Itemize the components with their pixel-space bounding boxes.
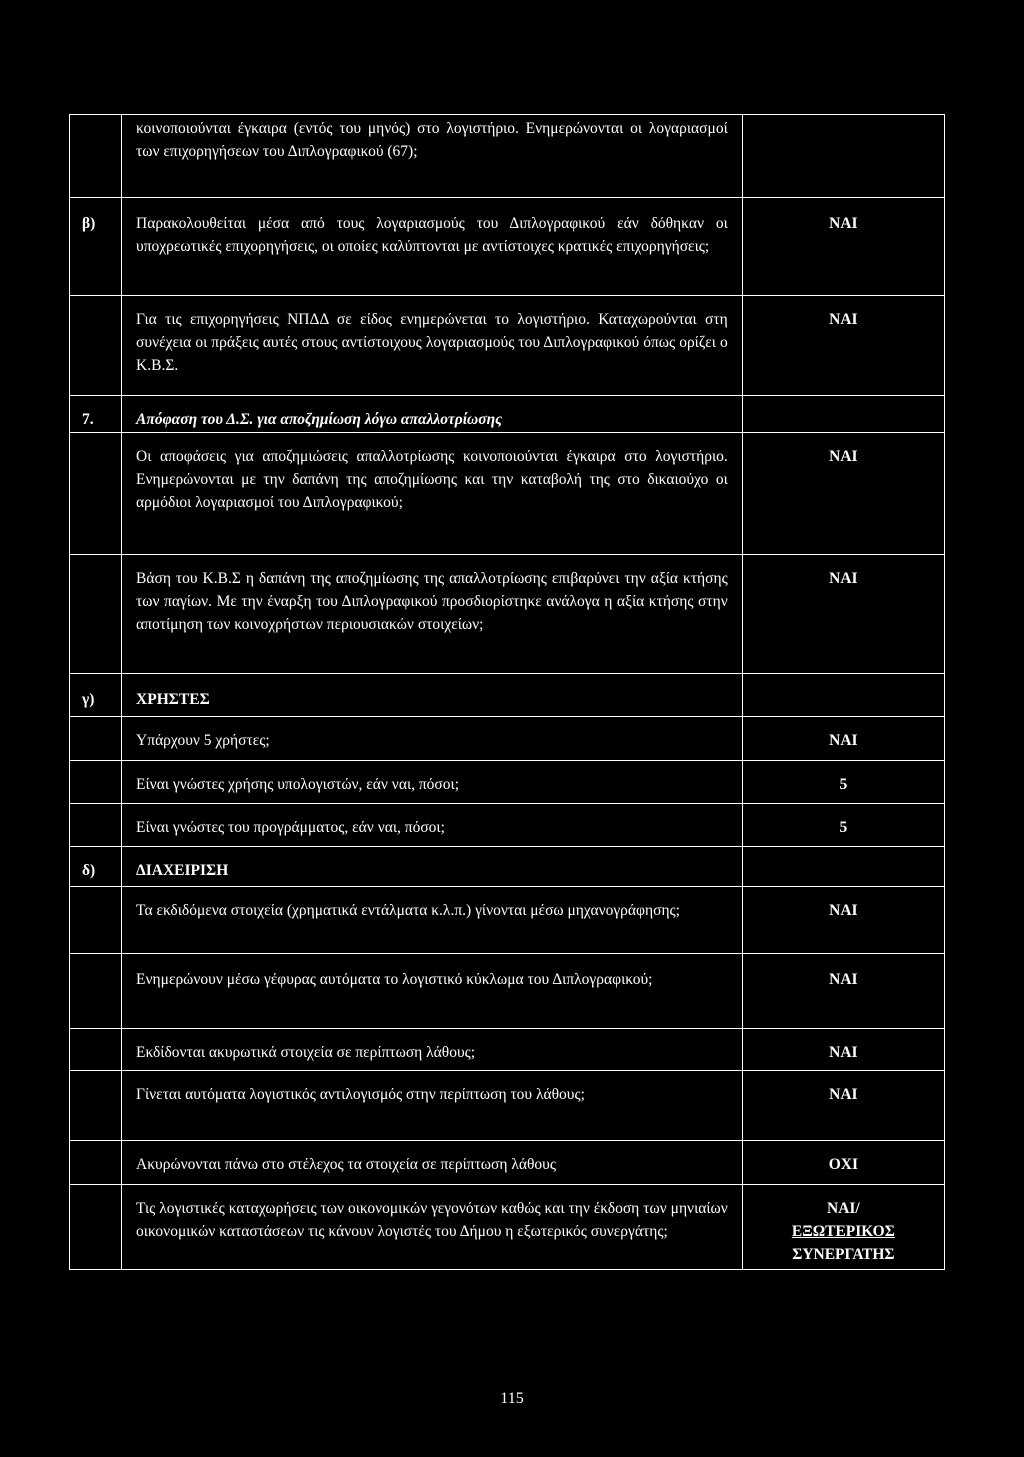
table-row bbox=[70, 804, 945, 847]
section-marker: 7. bbox=[82, 411, 94, 428]
row-answer: ΝΑΙ bbox=[829, 570, 858, 587]
section-marker: γ) bbox=[82, 691, 95, 708]
row-question: Ακυρώνονται πάνω στο στέλεχος τα στοιχεία σε περίπτωση λάθους bbox=[136, 1156, 556, 1173]
table-row bbox=[70, 1141, 945, 1185]
table-row bbox=[70, 198, 945, 296]
row-question: Τα εκδιδόμενα στοιχεία (χρηματικά εντάλματα κ.λ.π.) γίνονται μέσω μηχανογράφησης; bbox=[136, 902, 680, 919]
row-answer: ΝΑΙ bbox=[829, 732, 858, 749]
row-question: Ενημερώνουν μέσω γέφυρας αυτόματα το λογιστικό κύκλωμα του Διπλογραφικού; bbox=[136, 971, 653, 988]
answer-line: ΕΞΩΤΕΡΙΚΟΣ bbox=[791, 1223, 895, 1240]
table-row bbox=[70, 396, 945, 433]
row-answer: ΝΑΙ bbox=[829, 971, 858, 988]
table-row bbox=[70, 555, 945, 674]
table-row bbox=[70, 1029, 945, 1071]
row-answer bbox=[743, 1185, 944, 1266]
table-row bbox=[70, 296, 945, 396]
row-question: Για τις επιχορηγήσεις ΝΠΔΔ σε είδος ενημερώνεται το λογιστήριο. Καταχωρούνται στη συνέχεια οι πράξεις αυτές στους αντίστοιχους λογαριασμούς του Διπλογραφικού όπως ορίζει ο Κ.Β.Σ. bbox=[136, 311, 728, 374]
row-question: Υπάρχουν 5 χρήστες; bbox=[136, 732, 270, 749]
page-number: 115 bbox=[500, 1390, 524, 1407]
row-answer bbox=[743, 115, 944, 117]
row-answer: ΝΑΙ bbox=[829, 215, 858, 232]
row-question: Βάση του Κ.Β.Σ η δαπάνη της αποζημίωσης της απαλλοτρίωσης επιβαρύνει την αξία κτήσης των παγίων. Με την έναρξη του Διπλογραφικού προσδιορίστηκε ανάλογα η αξία κτήσης στην αποτίμηση των κοινοχρήστων περιουσιακών στοιχείων; bbox=[136, 570, 728, 633]
row-question: Εκδίδονται ακυρωτικά στοιχεία σε περίπτωση λάθους; bbox=[136, 1044, 476, 1061]
row-answer: ΝΑΙ bbox=[829, 1044, 858, 1061]
table-row bbox=[70, 717, 945, 761]
row-question: Τις λογιστικές καταχωρήσεις των οικονομικών γεγονότων καθώς και την έκδοση των μηνιαίων οικονομικών καταστάσεων τις κάνουν λογιστές του Δήμου η εξωτερικός συνεργάτης; bbox=[136, 1200, 728, 1240]
row-question: κοινοποιούνται έγκαιρα (εντός του μηνός) στο λογιστήριο. Ενημερώνονται οι λογαριασμοί των επιχορηγήσεων του Διπλογραφικού (67); bbox=[136, 120, 728, 160]
table-row bbox=[70, 761, 945, 804]
row-question: Οι αποφάσεις για αποζημιώσεις απαλλοτρίωσης κοινοποιούνται έγκαιρα στο λογιστήριο. Ενημερώνονται με την δαπάνη της αποζημίωσης και την καταβολή της στο δικαιούχο οι αρμόδιοι λογαριασμοί του Διπλογραφικού; bbox=[136, 448, 728, 511]
table-row bbox=[70, 433, 945, 555]
section-marker: β) bbox=[82, 215, 96, 232]
table-row bbox=[70, 674, 945, 717]
section-marker: δ) bbox=[82, 862, 96, 879]
row-answer: ΟΧΙ bbox=[828, 1156, 859, 1173]
row-answer: ΝΑΙ bbox=[829, 1086, 858, 1103]
table-row bbox=[70, 954, 945, 1029]
section-heading: ΔΙΑΧΕΙΡΙΣΗ bbox=[136, 862, 229, 879]
table-row bbox=[70, 115, 945, 198]
row-answer: ΝΑΙ bbox=[829, 311, 858, 328]
table-row bbox=[70, 847, 945, 887]
table-row bbox=[70, 887, 945, 954]
row-question: Είναι γνώστες του προγράμματος, εάν ναι, πόσοι; bbox=[136, 819, 445, 836]
table-row bbox=[70, 1071, 945, 1141]
row-answer: 5 bbox=[839, 776, 848, 793]
row-question: Είναι γνώστες χρήσης υπολογιστών, εάν ναι, πόσοι; bbox=[136, 776, 460, 793]
row-answer: ΝΑΙ bbox=[829, 902, 858, 919]
section-heading: Απόφαση του Δ.Σ. για αποζημίωση λόγω απαλλοτρίωσης bbox=[136, 411, 502, 428]
answer-line: ΣΥΝΕΡΓΑΤΗΣ bbox=[792, 1246, 895, 1263]
row-question: Παρακολουθείται μέσα από τους λογαριασμούς του Διπλογραφικού εάν δόθηκαν οι υποχρεωτικές επιχορηγήσεις, οι οποίες καλύπτονται με αντίστοιχες κρατικές επιχορηγήσεις; bbox=[136, 215, 728, 255]
section-heading: ΧΡΗΣΤΕΣ bbox=[136, 691, 210, 708]
checklist-table bbox=[69, 114, 945, 1270]
row-answer: 5 bbox=[839, 819, 848, 836]
row-question: Γίνεται αυτόματα λογιστικός αντιλογισμός στην περίπτωση του λάθους; bbox=[136, 1086, 585, 1103]
answer-line: ΝΑΙ/ bbox=[827, 1200, 860, 1217]
row-answer: ΝΑΙ bbox=[829, 448, 858, 465]
table-row bbox=[70, 1185, 945, 1270]
